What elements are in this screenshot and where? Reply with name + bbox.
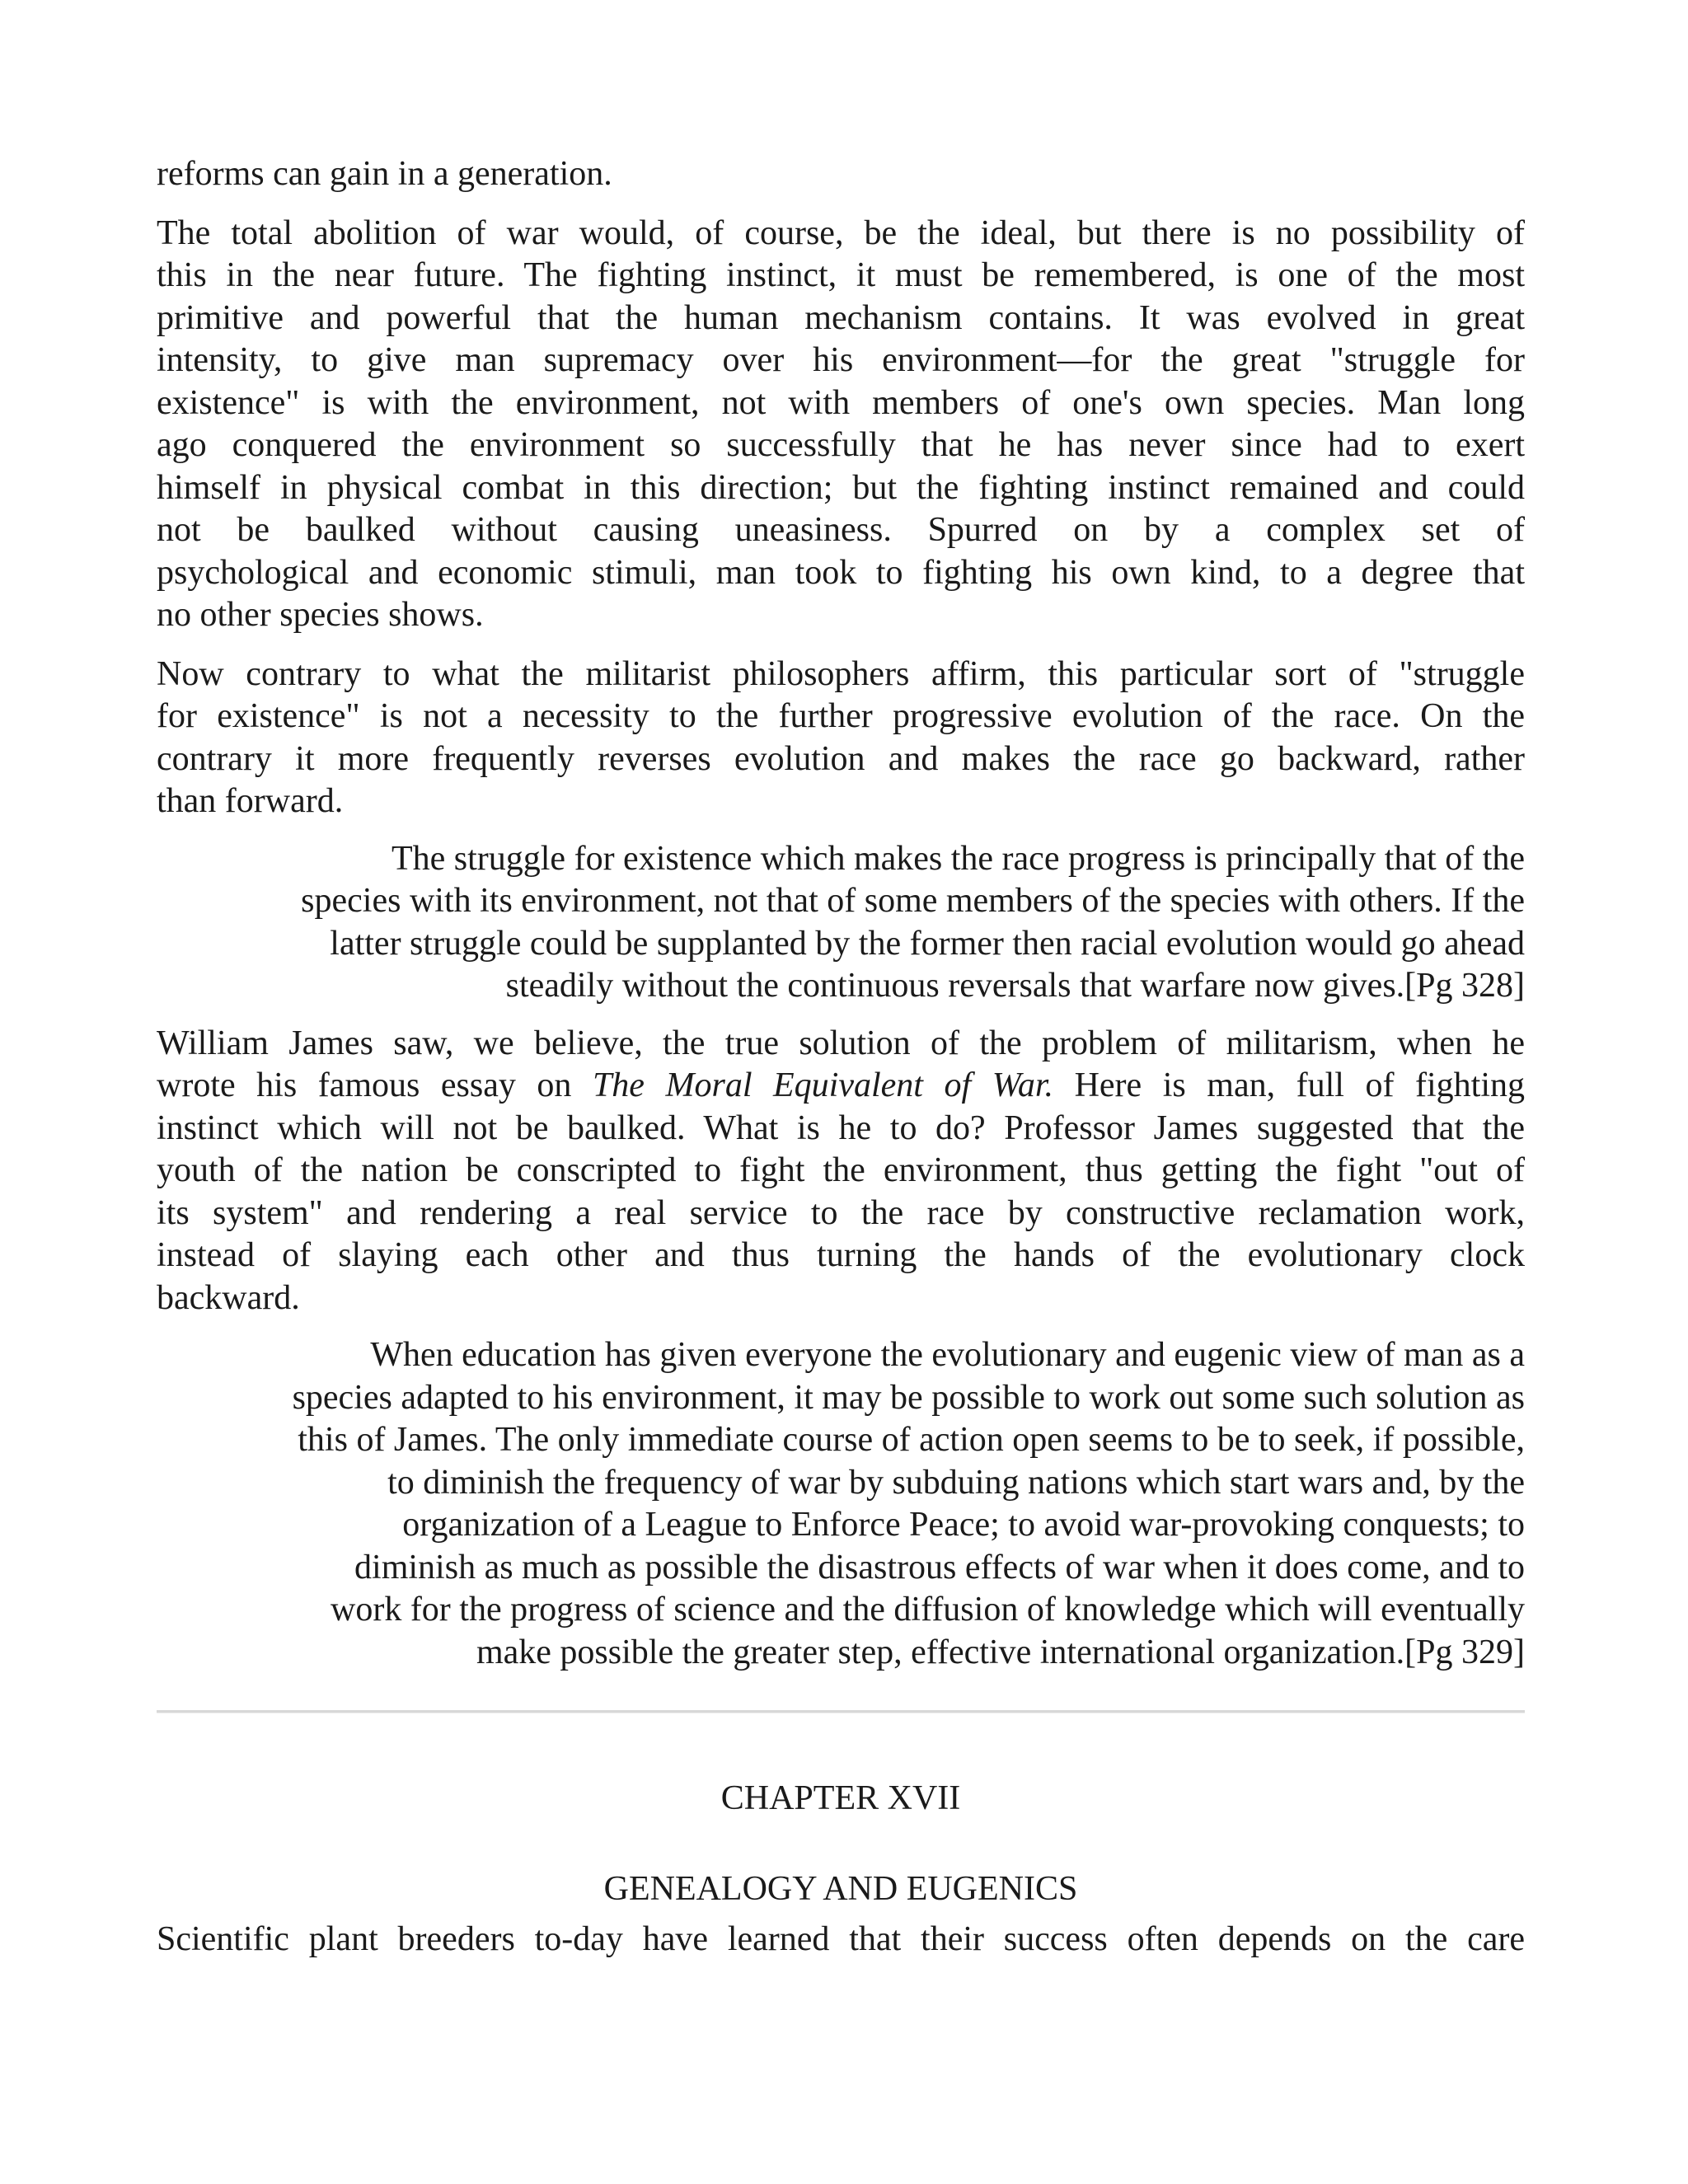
text-line: When education has given everyone the evolutionary and eugenic view of man as a <box>370 1336 1525 1374</box>
text-line: Scientific plant breeders to-day have learned that their success often depends on the care <box>157 1920 1525 1958</box>
text-line: no other species shows. <box>157 596 484 634</box>
text-line: ago conquered the environment so successfully that he has never since had to exert <box>157 426 1525 464</box>
text-line: backward. <box>157 1278 300 1317</box>
text-line: than forward. <box>157 782 344 820</box>
text-line: intensity, to give man supremacy over his environment—for the great "struggle for <box>157 341 1525 379</box>
paragraph-william-james <box>157 1023 1525 1320</box>
text-line: youth of the nation be conscripted to fight the environment, thus getting the fight "out of <box>157 1151 1525 1189</box>
essay-title: The Moral Equivalent of War. <box>592 1066 1054 1104</box>
text-line: this of James. The only immediate course of action open seems to be to seek, if possible, <box>298 1421 1525 1459</box>
text-line: The total abolition of war would, of course, be the ideal, but there is no possibility of <box>157 213 1525 252</box>
text-line: its system" and rendering a real service to the race by constructive reclamation work, <box>157 1193 1525 1232</box>
text-line: this in the near future. The fighting instinct, it must be remembered, is one of the most <box>157 256 1525 294</box>
text-span: Here is man, full of fighting <box>1053 1066 1526 1104</box>
text-line: contrary it more frequently reverses evolution and makes the race go backward, rather <box>157 739 1525 778</box>
chapter-title: GENEALOGY AND EUGENICS <box>603 1869 1078 1908</box>
paragraph-plant-breeders <box>157 1919 1525 1961</box>
chapter-number: CHAPTER XVII <box>720 1779 961 1817</box>
text-line: reforms can gain in a generation. <box>157 155 612 193</box>
paragraph-continuation <box>157 153 1525 196</box>
text-line: for existence" is not a necessity to the further progressive evolution of the race. On the <box>157 697 1525 735</box>
text-line: himself in physical combat in this direction; but the fighting instinct remained and could <box>157 468 1525 507</box>
text-line: instead of slaying each other and thus turning the hands of the evolutionary clock <box>157 1236 1525 1274</box>
text-line: instinct which will not be baulked. What is he to do? Professor James suggested that the <box>157 1108 1525 1147</box>
text-line: Now contrary to what the militarist philosophers affirm, this particular sort of "struggle <box>157 654 1525 693</box>
text-span: wrote his famous essay on <box>157 1066 593 1104</box>
text-line: psychological and economic stimuli, man took to fighting his own kind, to a degree that <box>157 553 1525 592</box>
quote-education-eugenic-view <box>157 1334 1525 1674</box>
text-line: work for the progress of science and the diffusion of knowledge which will eventually <box>331 1591 1525 1629</box>
book-page <box>157 153 1525 1961</box>
text-line: not be baulked without causing uneasiness. Spurred on by a complex set of <box>157 511 1525 549</box>
text-line: The struggle for existence which makes the race progress is principally that of the <box>391 839 1525 878</box>
text-line: make possible the greater step, effective international organization.[Pg 329] <box>476 1633 1525 1671</box>
quote-struggle-for-existence <box>157 838 1525 1008</box>
text-line-with-title <box>157 1065 1525 1108</box>
text-line: species adapted to his environment, it may be possible to work out some such solution as <box>292 1378 1525 1417</box>
paragraph-militarist-philosophers <box>157 654 1525 823</box>
text-line: diminish as much as possible the disastrous effects of war when it does come, and to <box>354 1548 1525 1586</box>
text-line: species with its environment, not that of some members of the species with others. If the <box>301 882 1525 920</box>
text-line: latter struggle could be supplanted by the former then racial evolution would go ahead <box>330 924 1525 963</box>
text-line: William James saw, we believe, the true solution of the problem of militarism, when he <box>157 1024 1525 1062</box>
text-line: primitive and powerful that the human mechanism contains. It was evolved in great <box>157 298 1525 337</box>
text-line: to diminish the frequency of war by subduing nations which start wars and, by the <box>387 1463 1525 1502</box>
text-line: steadily without the continuous reversals that warfare now gives.[Pg 328] <box>505 967 1525 1005</box>
paragraph-abolition-of-war <box>157 213 1525 637</box>
text-line: existence" is with the environment, not with members of one's own species. Man long <box>157 383 1525 422</box>
text-line: organization of a League to Enforce Peace; to avoid war-provoking conquests; to <box>402 1506 1525 1544</box>
